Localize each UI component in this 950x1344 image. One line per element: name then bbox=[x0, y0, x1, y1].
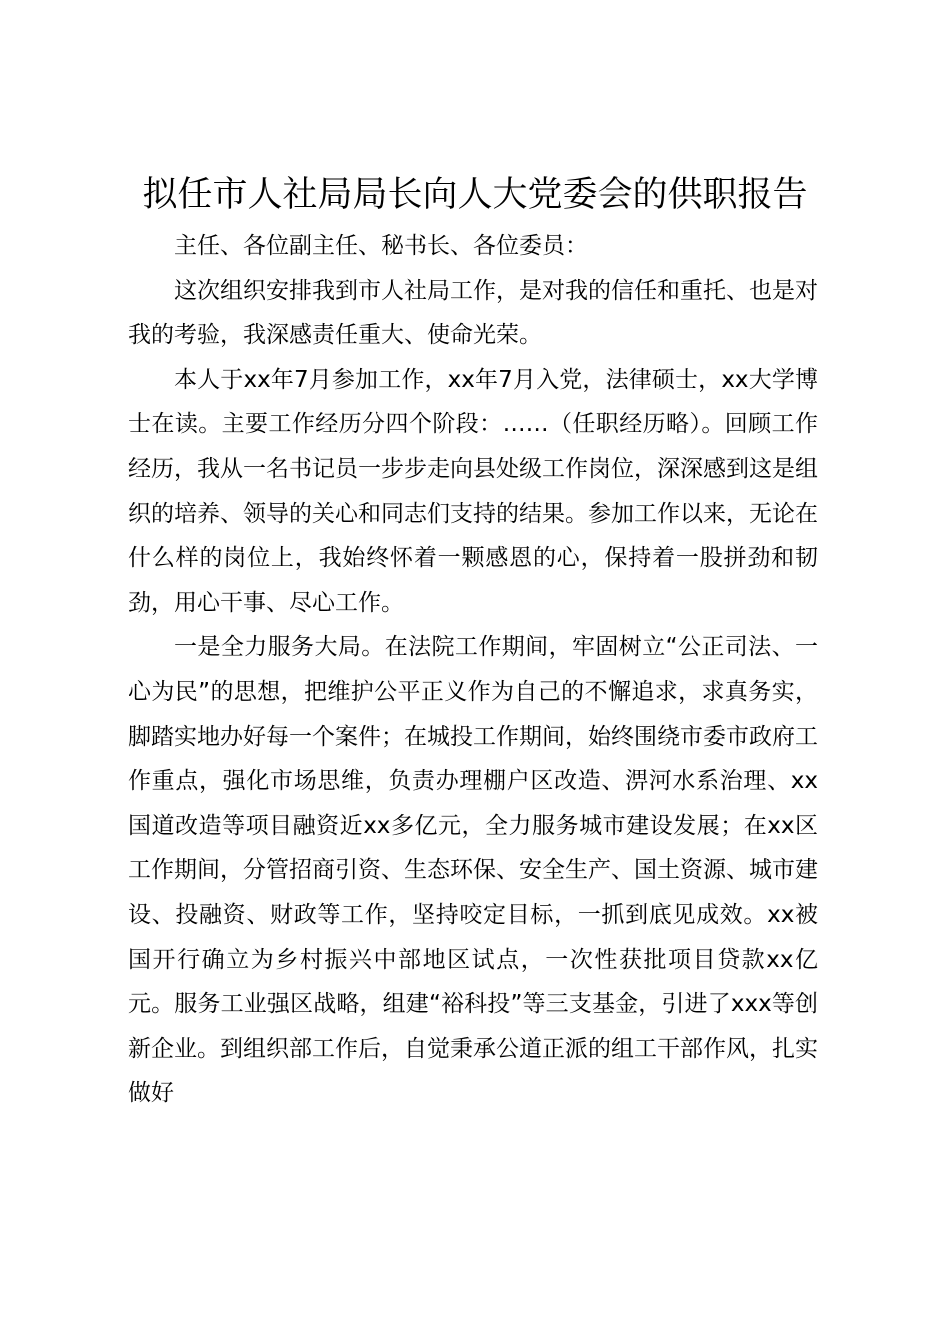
salutation: 主任、各位副主任、秘书长、各位委员： bbox=[174, 233, 588, 259]
paragraph-intro: 这次组织安排我到市人社局工作，是对我的信任和重托、也是对我的考验，我深感责任重大、使命光荣。 bbox=[128, 277, 818, 349]
paragraph-background: 本人于xx年7月参加工作，xx年7月入党，法律硕士，xx大学博士在读。主要工作经历分四个阶段：……（任职经历略）。回顾工作经历，我从一名书记员一步步走向县处级工作岗位，深深感到这是组织的培养、领导的关心和同志们支持的结果。参加工作以来，无论在什么样的岗位上，我始终怀着一颗感恩的心，保持着一股拼劲和韧劲，用心干事、尽心工作。 bbox=[128, 366, 818, 616]
document-body bbox=[128, 224, 818, 1116]
paragraph-service: 一是全力服务大局。在法院工作期间，牢固树立“公正司法、一心为民”的思想，把维护公平正义作为自己的不懈追求，求真务实，脚踏实地办好每一个案件；在城投工作期间，始终围绕市委市政府工作重点，强化市场思维，负责办理棚户区改造、淠河水系治理、xx国道改造等项目融资近xx多亿元，全力服务城市建设发展；在xx区工作期间，分管招商引资、生态环保、安全生产、国土资源、城市建设、投融资、财政等工作，坚持咬定目标，一抓到底见成效。xx被国开行确立为乡村振兴中部地区试点，一次性获批项目贷款xx亿元。服务工业强区战略，组建“裕科投”等三支基金，引进了xxx等创新企业。到组织部工作后，自觉秉承公道正派的组工干部作风，扎实做好 bbox=[128, 634, 818, 1107]
document-title: 拟任市人社局局长向人大党委会的供职报告 bbox=[142, 175, 808, 215]
